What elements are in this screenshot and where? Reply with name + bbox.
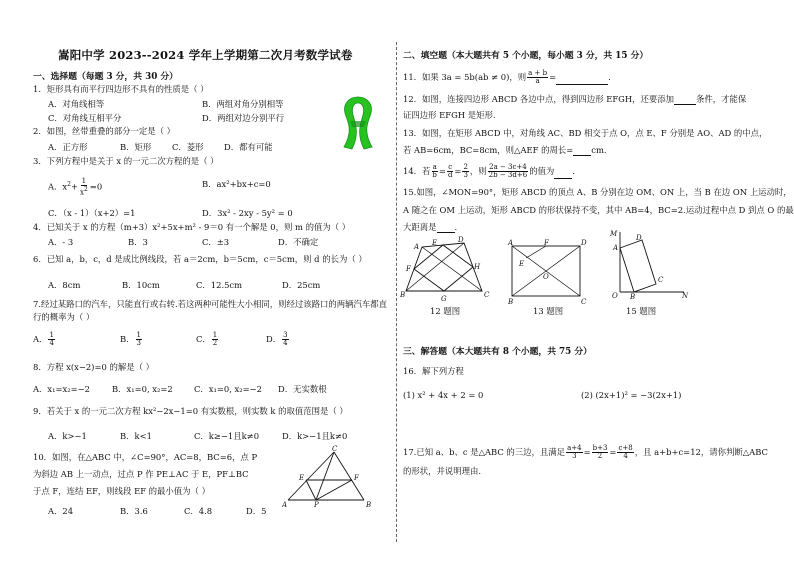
page-title: 嵩阳中学 2023--2024 学年上学期第二次月考数学试卷 bbox=[58, 48, 353, 62]
q15-line2: A 随之在 OM 上运动，矩形 ABCD 的形状保持不变，其中 AB=4，BC=2.运动过程中点 D 到点 O 的最 bbox=[403, 205, 794, 215]
q11-blank[interactable] bbox=[556, 75, 608, 85]
q1-option-a: A．对角线相等 bbox=[48, 99, 105, 109]
svg-text:O: O bbox=[612, 292, 618, 300]
svg-text:D: D bbox=[458, 236, 464, 244]
q6-option-a: A．8cm bbox=[48, 280, 81, 290]
q4-option-c: C．±3 bbox=[202, 237, 230, 247]
q13-blank[interactable] bbox=[573, 146, 591, 156]
q8-option-c: C．x₁=0, x₂=−2 bbox=[194, 384, 262, 394]
q2-option-b: B．矩形 bbox=[120, 142, 152, 152]
q10-line2: 为斜边 AB 上一动点，过点 P 作 PE⊥AC 于 E，PF⊥BC bbox=[33, 469, 249, 479]
q10-option-d: D．5 bbox=[246, 506, 267, 516]
q11-num: a + b bbox=[528, 69, 548, 77]
svg-text:A: A bbox=[282, 501, 288, 508]
svg-text:A: A bbox=[414, 243, 420, 251]
q14-f2-den: d bbox=[447, 171, 453, 179]
q4-option-d: D．不确定 bbox=[278, 237, 319, 247]
q1-stem: 1．矩形具有而平行四边形不具有的性质是（ ） bbox=[33, 84, 209, 94]
svg-text:O: O bbox=[543, 273, 549, 281]
q17-line1: 17.已知 a、b、c 是△ABC 的三边，且满足 $\frac{a+4}{3}$ = $\frac{b+3}{2}$ = $\frac{c+8}{4}$ ，且 a+b+c=12，请你判断△ABC bbox=[403, 444, 768, 460]
fig13-rectangle bbox=[506, 236, 588, 308]
ribbon-figure bbox=[334, 91, 382, 153]
q6-stem: 6．已知 a，b，c，d 是成比例线段，若 a＝2cm，b＝5cm，c＝5cm，则 d 的长为（ ） bbox=[33, 254, 367, 264]
q1-option-b: B．两组对角分别相等 bbox=[202, 99, 284, 109]
svg-text:C: C bbox=[581, 298, 587, 306]
q17-line2: 的形状，并说明理由. bbox=[403, 466, 482, 476]
q14-f1-num: a bbox=[432, 163, 437, 171]
q9-option-c: C．k≥−1且k≠0 bbox=[194, 431, 260, 441]
svg-text:E: E bbox=[519, 260, 525, 268]
q2-stem: 2．如图，丝带重叠的部分一定是（ ） bbox=[33, 126, 175, 136]
svg-text:P: P bbox=[314, 501, 319, 508]
q13-post: cm. bbox=[591, 145, 607, 155]
q14-pre: 14．若 bbox=[403, 166, 431, 176]
svg-text:N: N bbox=[682, 292, 689, 300]
fig12-caption: 12 题图 bbox=[430, 306, 461, 316]
svg-text:C: C bbox=[658, 276, 664, 284]
q6-option-c: C．12.5cm bbox=[196, 280, 243, 290]
q15-blank[interactable] bbox=[437, 223, 455, 233]
q12-mid: 条件，才能保 bbox=[696, 94, 747, 104]
q9-option-a: A．k>−1 bbox=[48, 431, 87, 441]
q14-eq2: = bbox=[454, 166, 462, 176]
q11-post: = bbox=[549, 72, 557, 82]
svg-text:E: E bbox=[432, 239, 438, 247]
q11-pre: 11．如果 3a = 5b(ab ≠ 0)，则 bbox=[403, 72, 527, 82]
q14-f3-num: 2 bbox=[463, 163, 468, 171]
q3-option-b: B．ax²+bx+c=0 bbox=[202, 179, 271, 189]
svg-text:B: B bbox=[630, 293, 636, 300]
fig15-angle-rectangle bbox=[606, 228, 690, 300]
svg-text:E: E bbox=[299, 474, 305, 482]
q7-option-d: D． $\frac{3}{4}$ bbox=[266, 331, 288, 347]
svg-text:A: A bbox=[613, 244, 619, 252]
q17-f2-den: 2 bbox=[597, 452, 603, 460]
q9-option-d: D．k>−1且k≠0 bbox=[282, 431, 348, 441]
q15-line1: 15.如图，∠MON=90°，矩形 ABCD 的顶点 A、B 分别在边 OM、ON 上，当 B 在边 ON 上运动时， bbox=[403, 187, 792, 197]
q14-blank[interactable] bbox=[554, 169, 572, 179]
q3-option-a: A．$x^2+$ $\frac{1}{x2}$ =0 bbox=[48, 177, 103, 197]
svg-text:D: D bbox=[581, 239, 587, 247]
q10-option-b: B．3.6 bbox=[120, 506, 148, 516]
q8-option-a: A．x₁=x₂=−2 bbox=[33, 384, 90, 394]
q14-mid: ，则 bbox=[469, 166, 487, 176]
q17-f1-den: 3 bbox=[572, 452, 577, 460]
q2-option-d: D．都有可能 bbox=[224, 142, 273, 152]
q7-option-a: A． $\frac{1}{4}$ bbox=[33, 331, 54, 347]
fig12-quadrilateral bbox=[400, 235, 492, 311]
q11: 11．如果 3a = 5b(ab ≠ 0)，则 $\frac{a + b}{a}$ = . bbox=[403, 69, 611, 85]
fig13-caption: 13 题图 bbox=[533, 306, 564, 316]
q17-f3-num: c+8 bbox=[618, 444, 633, 452]
q16-part2: (2) (2x+1)² = −3(2x+1) bbox=[581, 390, 682, 400]
ribbon-overlap bbox=[350, 121, 366, 127]
svg-text:A: A bbox=[508, 239, 514, 247]
q14-f2-num: c bbox=[448, 163, 453, 171]
svg-text:C: C bbox=[484, 291, 490, 299]
q1-option-d: D．两组对边分别平行 bbox=[202, 113, 285, 123]
svg-text:G: G bbox=[441, 295, 447, 303]
q12-line1-text: 12．如图，连接四边形 ABCD 各边中点，得到四边形 EFGH，还要添加 bbox=[403, 94, 675, 104]
q10-option-c: C．4.8 bbox=[184, 506, 213, 516]
q7-option-c: C． $\frac{1}{2}$ bbox=[196, 331, 218, 347]
q4-stem: 4．已知关于 x 的方程（m+3）x²+5x+m² - 9＝0 有一个解是 0，则 m 的值为（ ） bbox=[33, 222, 351, 232]
q3-stem: 3．下列方程中是关于 x 的一元二次方程的是（ ） bbox=[33, 156, 219, 166]
q16-part1: (1) x² + 4x + 2 = 0 bbox=[403, 390, 484, 400]
q14-f4-num: 2a − 3c+4 bbox=[489, 163, 527, 171]
svg-text:B: B bbox=[366, 501, 372, 508]
q17-post: ，且 a+b+c=12，请你判断△ABC bbox=[634, 447, 768, 457]
svg-text:F: F bbox=[544, 239, 549, 247]
q14: 14．若 $\frac{a}{b}$ = $\frac{c}{d}$ = $\frac{2}{3}$ ，则 $\frac{2a - 3c+4}{2b - 3d+6}$ 的值为 . bbox=[403, 163, 575, 179]
q11-den: a bbox=[535, 77, 540, 85]
section-answer-title: 三、解答题（本大题共有 8 个小题，共 75 分） bbox=[403, 347, 592, 357]
q14-post: 的值为 bbox=[529, 166, 555, 176]
q9-option-b: B．k<1 bbox=[120, 431, 152, 441]
q14-f1-den: b bbox=[432, 171, 437, 179]
q2-option-a: A．正方形 bbox=[48, 142, 88, 152]
q12-blank[interactable] bbox=[674, 95, 696, 105]
q7-option-b: B． $\frac{1}{3}$ bbox=[120, 331, 141, 347]
q13-line2-text: 若 AB=6cm，BC=8cm，则△AEF 的周长= bbox=[403, 145, 574, 155]
q17-f3-den: 4 bbox=[623, 452, 628, 460]
q1-option-c: C．对角线互相平分 bbox=[48, 113, 122, 123]
q6-option-b: B．10cm bbox=[122, 280, 160, 290]
q6-option-d: D．25cm bbox=[282, 280, 321, 290]
q14-eq1: = bbox=[438, 166, 446, 176]
fig15-caption: 15 题图 bbox=[626, 306, 657, 316]
column-divider bbox=[396, 42, 397, 542]
section-fill-title: 二、填空题（本大题共有 5 个小题，每小题 3 分，共 15 分） bbox=[403, 51, 649, 61]
q10-line3: 于点 F，连结 EF，则线段 EF 的最小值为（ ） bbox=[33, 486, 210, 496]
svg-text:B: B bbox=[400, 291, 406, 299]
q8-stem: 8．方程 x(x−2)=0 的解是（ ） bbox=[33, 362, 154, 372]
q12-line1 bbox=[403, 94, 746, 105]
q8-option-b: B．x₁=0, x₂=2 bbox=[112, 384, 173, 394]
svg-text:B: B bbox=[508, 298, 514, 306]
q2-option-c: C．菱形 bbox=[172, 142, 204, 152]
q8-option-d: D．无实数根 bbox=[278, 384, 327, 394]
section-choice-title: 一、选择题（每题 3 分，共 30 分） bbox=[33, 72, 178, 82]
q15-line3: 大距离是 . bbox=[403, 222, 458, 232]
q14-f4-den: 2b − 3d+6 bbox=[488, 171, 528, 179]
q10-triangle-figure bbox=[282, 444, 376, 508]
svg-text:C: C bbox=[332, 445, 338, 453]
svg-text:F: F bbox=[406, 265, 411, 273]
q7-stem: 7.经过某路口的汽车，只能直行或右转.若这两种可能性大小相同，则经过该路口的两辆汽车都直行的概率为（ ） bbox=[33, 299, 388, 322]
q17-f2-num: b+3 bbox=[592, 444, 608, 452]
svg-text:D: D bbox=[636, 234, 642, 242]
q13-line1: 13．如图，在矩形 ABCD 中，对角线 AC、BD 相交于点 O，点 E、F 分别是 AO、AD 的中点， bbox=[403, 128, 768, 138]
q12-line2: 证四边形 EFGH 是矩形. bbox=[403, 110, 496, 120]
svg-text:H: H bbox=[474, 263, 481, 271]
q15-line3-text: 大距离是 bbox=[403, 222, 437, 232]
q3-option-c: C．（x - 1）（x+2）=1 bbox=[48, 208, 136, 218]
svg-text:M: M bbox=[610, 230, 618, 238]
q4-option-a: A．- 3 bbox=[48, 237, 74, 247]
svg-text:F: F bbox=[354, 474, 359, 482]
q13-line2 bbox=[403, 145, 607, 156]
q3-option-d: D．3x² - 2xy - 5y² = 0 bbox=[202, 208, 293, 218]
q10-line1: 10．如图，在△ABC 中，∠C=90°，AC=8，BC=6，点 P bbox=[33, 452, 258, 462]
q10-option-a: A．24 bbox=[48, 506, 74, 516]
q4-option-b: B．3 bbox=[128, 237, 148, 247]
q16-stem: 16．解下列方程 bbox=[403, 366, 464, 376]
q17-f1-num: a+4 bbox=[567, 444, 582, 452]
q9-stem: 9．若关于 x 的一元二次方程 kx²−2x−1=0 有实数根，则实数 k 的取值范围是（ ） bbox=[33, 406, 348, 416]
q14-f3-den: 3 bbox=[463, 171, 468, 179]
q17-pre: 17.已知 a、b、c 是△ABC 的三边，且满足 bbox=[403, 447, 566, 457]
